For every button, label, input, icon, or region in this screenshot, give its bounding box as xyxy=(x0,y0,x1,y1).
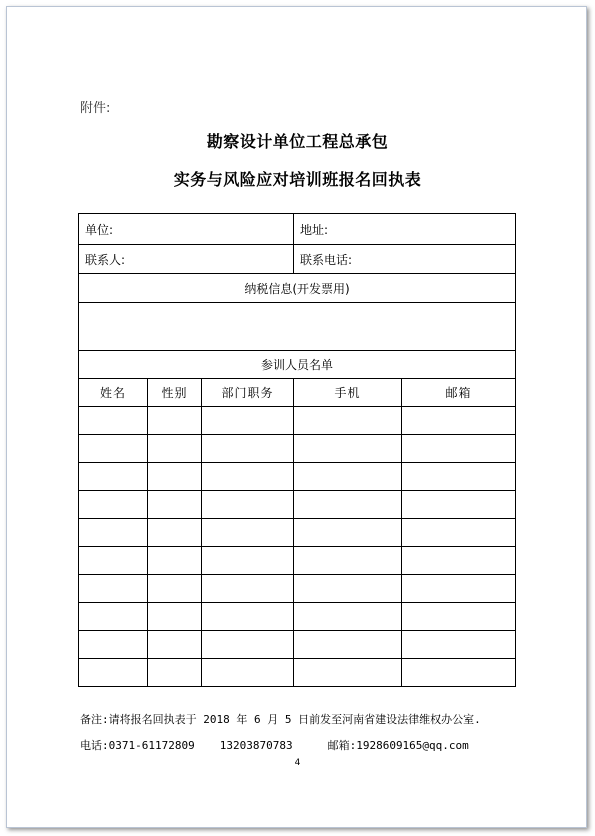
table-row xyxy=(79,519,516,547)
tax-info-field[interactable] xyxy=(79,303,516,351)
column-header-name: 姓名 xyxy=(79,379,148,407)
table-cell[interactable] xyxy=(294,463,402,491)
table-cell[interactable] xyxy=(402,575,516,603)
table-row xyxy=(79,631,516,659)
table-cell[interactable] xyxy=(202,575,294,603)
email-address[interactable]: 1928609165@qq.com xyxy=(356,739,469,752)
table-cell[interactable] xyxy=(402,603,516,631)
table-cell[interactable] xyxy=(79,519,148,547)
table-cell[interactable] xyxy=(202,547,294,575)
table-row xyxy=(79,463,516,491)
table-cell[interactable] xyxy=(402,407,516,435)
table-cell[interactable] xyxy=(202,659,294,687)
table-cell[interactable] xyxy=(148,659,202,687)
table-row xyxy=(79,575,516,603)
column-header-gender: 性别 xyxy=(148,379,202,407)
contact-person-field[interactable]: 联系人: xyxy=(79,245,294,274)
document-title-line2: 实务与风险应对培训班报名回执表 xyxy=(173,170,422,189)
table-cell[interactable] xyxy=(294,603,402,631)
table-cell[interactable] xyxy=(402,659,516,687)
table-cell[interactable] xyxy=(294,659,402,687)
table-row xyxy=(79,603,516,631)
table-cell[interactable] xyxy=(79,547,148,575)
table-cell[interactable] xyxy=(79,603,148,631)
remark-note: 备注:请将报名回执表于 2018 年 6 月 5 日前发至河南省建设法律维权办公室. xyxy=(80,713,481,726)
table-cell[interactable] xyxy=(202,519,294,547)
table-cell[interactable] xyxy=(294,435,402,463)
table-cell[interactable] xyxy=(402,463,516,491)
table-cell[interactable] xyxy=(202,435,294,463)
table-cell[interactable] xyxy=(79,435,148,463)
column-header-email: 邮箱 xyxy=(402,379,516,407)
table-cell[interactable] xyxy=(202,407,294,435)
table-cell[interactable] xyxy=(79,407,148,435)
table-cell[interactable] xyxy=(148,519,202,547)
table-cell[interactable] xyxy=(79,659,148,687)
table-cell[interactable] xyxy=(148,435,202,463)
table-cell[interactable] xyxy=(294,491,402,519)
column-header-department-position: 部门职务 xyxy=(202,379,294,407)
registration-form-table xyxy=(78,213,516,687)
table-cell[interactable] xyxy=(148,575,202,603)
table-cell[interactable] xyxy=(79,631,148,659)
table-row xyxy=(79,547,516,575)
table-cell[interactable] xyxy=(294,631,402,659)
table-cell[interactable] xyxy=(202,491,294,519)
table-cell[interactable] xyxy=(294,519,402,547)
table-row xyxy=(79,435,516,463)
page-number: 4 xyxy=(294,758,301,768)
column-header-mobile: 手机 xyxy=(294,379,402,407)
table-cell[interactable] xyxy=(202,463,294,491)
contact-line xyxy=(80,737,469,753)
table-cell[interactable] xyxy=(79,491,148,519)
table-cell[interactable] xyxy=(202,603,294,631)
table-cell[interactable] xyxy=(402,435,516,463)
table-cell[interactable] xyxy=(148,463,202,491)
table-cell[interactable] xyxy=(79,463,148,491)
table-cell[interactable] xyxy=(148,631,202,659)
table-cell[interactable] xyxy=(148,603,202,631)
tax-info-header: 纳税信息(开发票用) xyxy=(79,274,516,303)
address-field[interactable]: 地址: xyxy=(294,214,516,245)
table-cell[interactable] xyxy=(402,631,516,659)
table-cell[interactable] xyxy=(402,519,516,547)
table-cell[interactable] xyxy=(402,491,516,519)
phone-number-1: 0371-61172809 xyxy=(108,739,195,752)
table-row xyxy=(79,491,516,519)
table-cell[interactable] xyxy=(294,575,402,603)
phone-label: 电话: xyxy=(80,739,109,752)
table-cell[interactable] xyxy=(79,575,148,603)
table-cell[interactable] xyxy=(148,491,202,519)
table-cell[interactable] xyxy=(294,407,402,435)
table-row xyxy=(79,407,516,435)
table-cell[interactable] xyxy=(202,631,294,659)
table-row xyxy=(79,659,516,687)
phone-number-2: 13203870783 xyxy=(219,739,293,752)
participants-header: 参训人员名单 xyxy=(79,351,516,379)
email-label: 邮箱: xyxy=(327,739,357,752)
participants-column-headers xyxy=(79,379,516,407)
attachment-label: 附件: xyxy=(80,101,111,116)
table-cell[interactable] xyxy=(402,547,516,575)
document-title-line1: 勘察设计单位工程总承包 xyxy=(206,132,389,151)
contact-phone-field[interactable]: 联系电话: xyxy=(294,245,516,274)
table-cell[interactable] xyxy=(148,547,202,575)
unit-field[interactable]: 单位: xyxy=(79,214,294,245)
table-cell[interactable] xyxy=(294,547,402,575)
table-cell[interactable] xyxy=(148,407,202,435)
